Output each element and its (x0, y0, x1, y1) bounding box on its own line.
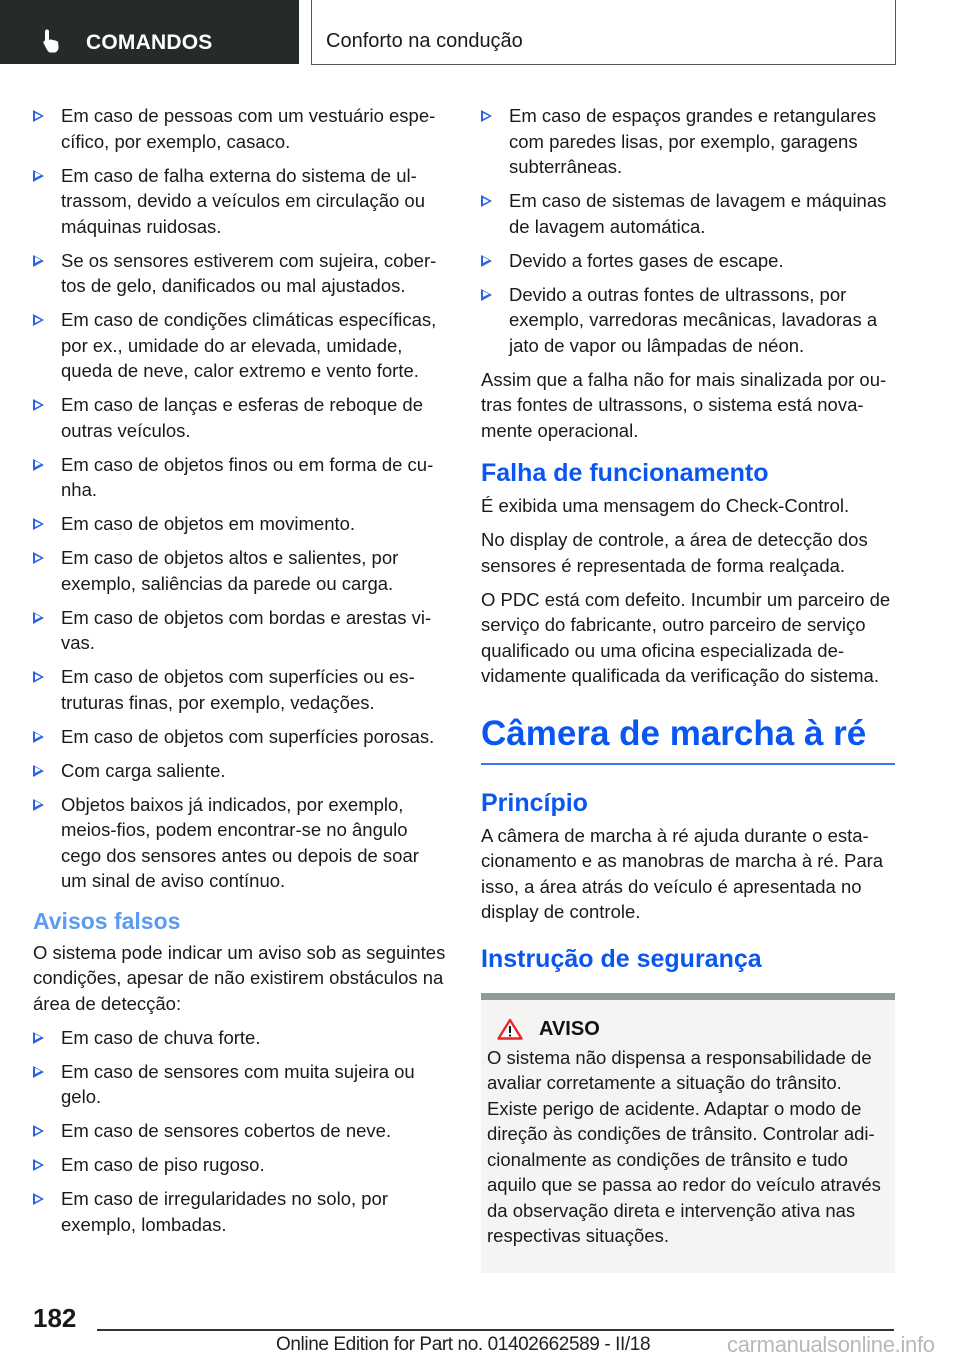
list-item: Objetos baixos já indicados, por exemplo, meios-fios, podem encontrar-se no ângulo cego dos sensores antes ou depois de soar um sinal de aviso contínuo. (33, 792, 448, 894)
false-alarms-list (33, 1025, 448, 1238)
false-alarms-intro: O sistema pode indicar um aviso sob as seguintes condições, apesar de não existirem obstáculos na área de detecção: (33, 941, 446, 1014)
recovery-paragraph: Assim que a falha não for mais sinalizada por outras fontes de ultrassons, o sistema está novamente operacional. (481, 368, 887, 441)
triangle-bullet-icon (33, 1159, 44, 1171)
list-item: Em caso de sensores com muita sujeira ou gelo. (33, 1059, 448, 1110)
chapter-label: Conforto na condução (326, 30, 523, 52)
camera-section-title: Câmera de marcha à ré (481, 711, 895, 765)
safety-heading: Instrução de segurança (481, 944, 762, 973)
warning-text: O sistema não dispensa a responsabilidade de avaliar corretamente a situação do trânsito. Existe perigo de acidente. Adaptar o modo de direção às condições de trânsito. Controlar adicionalmente as condições de trânsito e tudo aquilo que se passa ao redor do veículo através da observação direta e intervenção ativa nas respectivas situações. (487, 1046, 881, 1246)
warning-box (481, 993, 895, 1273)
triangle-bullet-icon (33, 552, 44, 564)
chapter-tab (311, 0, 896, 65)
triangle-bullet-icon (33, 1066, 44, 1078)
triangle-bullet-icon (33, 1193, 44, 1205)
malfunction-heading: Falha de funcionamento (481, 459, 769, 487)
list-item: Em caso de objetos finos ou em forma de cunha. (33, 452, 448, 503)
triangle-bullet-icon (33, 1032, 44, 1044)
list-item: Em caso de irregularidades no solo, por exemplo, lombadas. (33, 1186, 448, 1237)
triangle-bullet-icon (33, 731, 44, 743)
list-item: Se os sensores estiverem com sujeira, cobertos de gelo, danificados ou mal ajustados. (33, 248, 448, 299)
list-item: Com carga saliente. (33, 758, 448, 784)
list-item: Em caso de lanças e esferas de reboque de outras veículos. (33, 392, 448, 443)
list-item: Em caso de sistemas de lavagem e máquinas de lavagem automática. (481, 188, 895, 239)
footer-divider (97, 1329, 894, 1331)
triangle-bullet-icon (33, 518, 44, 530)
triangle-bullet-icon (33, 399, 44, 411)
list-item: Em caso de objetos altos e salientes, por exemplo, saliências da parede ou carga. (33, 545, 448, 596)
list-item: Em caso de pessoas com um vestuário específico, por exemplo, casaco. (33, 103, 448, 154)
malfunction-paragraph: No display de controle, a área de detecção dos sensores é representada de forma realçada. (481, 529, 868, 576)
triangle-bullet-icon (33, 671, 44, 683)
hand-pointer-icon (40, 28, 66, 54)
left-column (33, 103, 448, 1246)
triangle-bullet-icon (33, 255, 44, 267)
page-number: 182 (33, 1303, 77, 1333)
triangle-bullet-icon (481, 195, 492, 207)
section-label: COMANDOS (86, 31, 213, 54)
triangle-bullet-icon (33, 612, 44, 624)
list-item: Devido a fortes gases de escape. (481, 248, 895, 274)
list-item: Em caso de objetos com bordas e arestas vivas. (33, 605, 448, 656)
list-item: Em caso de objetos com superfícies porosas. (33, 724, 448, 750)
triangle-bullet-icon (481, 110, 492, 122)
list-item: Em caso de chuva forte. (33, 1025, 448, 1051)
triangle-bullet-icon (33, 314, 44, 326)
list-item: Em caso de piso rugoso. (33, 1152, 448, 1178)
edition-info: Online Edition for Part no. 01402662589 - II/18 (276, 1334, 651, 1355)
list-item: Em caso de objetos em movimento. (33, 511, 448, 537)
warning-triangle-icon (497, 1018, 523, 1040)
triangle-bullet-icon (33, 799, 44, 811)
limitations-list-continued (481, 103, 895, 358)
triangle-bullet-icon (33, 765, 44, 777)
triangle-bullet-icon (481, 255, 492, 267)
list-item: Em caso de sensores cobertos de neve. (33, 1118, 448, 1144)
triangle-bullet-icon (33, 170, 44, 182)
triangle-bullet-icon (33, 1125, 44, 1137)
right-column (481, 103, 895, 1273)
triangle-bullet-icon (33, 459, 44, 471)
principle-heading: Princípio (481, 788, 588, 817)
triangle-bullet-icon (33, 110, 44, 122)
warning-header (487, 1018, 885, 1041)
malfunction-paragraph: O PDC está com defeito. Incumbir um parceiro de serviço do fabricante, outro parceiro de serviço qualificado ou uma oficina especializada devidamente qualificada da verificação do sistema. (481, 588, 891, 686)
warning-label: AVISO (539, 1017, 600, 1040)
triangle-bullet-icon (481, 289, 492, 301)
watermark: carmanualsonline.info (727, 1332, 935, 1357)
list-item: Devido a outras fontes de ultrassons, por exemplo, varredoras mecânicas, lavadoras a jato de vapor ou lâmpadas de néon. (481, 282, 895, 359)
malfunction-paragraph: É exibida uma mensagem do Check-Control. (481, 495, 850, 516)
section-tab (0, 0, 299, 64)
list-item: Em caso de objetos com superfícies ou estruturas finas, por exemplo, vedações. (33, 664, 448, 715)
list-item: Em caso de espaços grandes e retangulares com paredes lisas, por exemplo, garagens subterrâneas. (481, 103, 895, 180)
list-item: Em caso de condições climáticas específicas, por ex., umidade do ar elevada, umidade, queda de neve, calor extremo e vento forte. (33, 307, 448, 384)
list-item: Em caso de falha externa do sistema de ultrassom, devido a veículos em circulação ou máquinas ruidosas. (33, 163, 448, 240)
principle-text: A câmera de marcha à ré ajuda durante o estacionamento e as manobras de marcha à ré. Para isso, a área atrás do veículo é apresentada no display de controle. (481, 824, 884, 922)
false-alarms-heading: Avisos falsos (33, 907, 181, 934)
limitations-list (33, 103, 448, 894)
